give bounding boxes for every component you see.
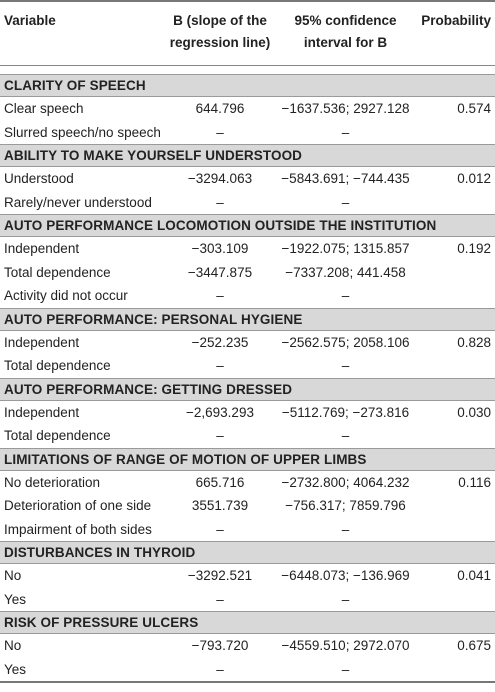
cell-slope: –	[216, 288, 224, 303]
table-row	[0, 191, 495, 215]
table-row	[0, 401, 495, 425]
table-row	[0, 354, 495, 378]
table-row	[0, 634, 495, 658]
cell-probability	[411, 424, 495, 448]
table-section	[0, 378, 495, 448]
table-header	[0, 2, 495, 66]
table-row	[0, 97, 495, 121]
cell-variable: Rarely/never understood	[4, 194, 152, 210]
cell-variable: Understood	[4, 171, 74, 186]
cell-probability	[411, 354, 495, 378]
table-row	[0, 121, 495, 145]
table-row	[0, 494, 495, 518]
cell-ci: –	[341, 591, 350, 607]
cell-probability: 0.675	[457, 638, 491, 653]
cell-variable: No deterioration	[4, 474, 101, 490]
cell-slope: −303.109	[191, 241, 249, 256]
cell-probability: 0.192	[457, 241, 491, 256]
section-title: DISTURBANCES IN THYROID	[0, 542, 495, 564]
cell-probability	[411, 588, 495, 612]
cell-ci: −5843.691; −744.435	[281, 171, 410, 186]
cell-slope: 3551.739	[191, 498, 249, 513]
cell-slope: –	[216, 194, 224, 210]
table-section	[0, 541, 495, 611]
cell-slope: −252.235	[191, 334, 249, 350]
cell-variable: Activity did not occur	[4, 288, 128, 303]
cell-ci: −5112.769; −273.816	[281, 404, 410, 420]
cell-ci: –	[341, 521, 350, 537]
table-row	[0, 424, 495, 448]
cell-probability	[411, 191, 495, 215]
cell-ci: −2562.575; 2058.106	[281, 334, 410, 350]
table-section	[0, 308, 495, 378]
cell-probability: 0.041	[457, 568, 491, 583]
section-title: AUTO PERFORMANCE: PERSONAL HYGIENE	[0, 309, 495, 331]
header-variable: Variable	[4, 13, 56, 28]
table-row	[0, 167, 495, 191]
cell-variable: Yes	[4, 661, 27, 677]
cell-probability: 0.828	[457, 334, 491, 350]
table-body	[0, 74, 495, 681]
cell-slope: 665.716	[195, 474, 245, 490]
cell-ci: −2732.800; 4064.232	[281, 474, 410, 490]
table-row	[0, 261, 495, 285]
cell-ci: −1922.075; 1315.857	[281, 241, 410, 256]
table-section	[0, 611, 495, 681]
table-row	[0, 284, 495, 308]
header-slope	[160, 2, 280, 65]
section-title: AUTO PERFORMANCE LOCOMOTION OUTSIDE THE INSTITUTION	[0, 215, 495, 237]
cell-ci: –	[341, 358, 350, 373]
cell-variable: Total dependence	[4, 358, 111, 373]
section-title: ABILITY TO MAKE YOURSELF UNDERSTOOD	[0, 145, 495, 167]
table-row	[0, 518, 495, 542]
cell-probability: 0.012	[457, 171, 491, 186]
cell-ci: −1637.536; 2927.128	[281, 101, 410, 116]
cell-probability	[411, 494, 495, 518]
cell-probability: 0.030	[457, 404, 491, 420]
cell-slope: –	[216, 521, 224, 537]
header-slope-line2: regression line)	[169, 35, 271, 50]
cell-ci: –	[341, 661, 350, 677]
cell-ci: –	[341, 124, 350, 140]
cell-probability: 0.574	[457, 101, 491, 116]
cell-variable: No	[4, 638, 22, 653]
cell-variable: Slurred speech/no speech	[4, 124, 161, 140]
cell-variable: Independent	[4, 241, 80, 256]
cell-ci: −7337.208; 441.458	[285, 264, 406, 280]
table-row	[0, 658, 495, 682]
cell-slope: −3294.063	[187, 171, 253, 186]
cell-probability	[411, 658, 495, 682]
section-title: LIMITATIONS OF RANGE OF MOTION OF UPPER LIMBS	[0, 449, 495, 471]
cell-ci: −6448.073; −136.969	[281, 568, 410, 583]
cell-variable: Yes	[4, 591, 27, 607]
cell-probability	[411, 261, 495, 285]
table-row	[0, 237, 495, 261]
cell-slope: –	[216, 591, 224, 607]
cell-probability: 0.116	[458, 474, 491, 490]
cell-slope: 644.796	[195, 101, 245, 116]
header-ci-line1: 95% confidence	[294, 13, 397, 28]
table-row	[0, 471, 495, 495]
section-title: AUTO PERFORMANCE: GETTING DRESSED	[0, 379, 495, 401]
table-section	[0, 214, 495, 308]
cell-slope: −793.720	[191, 638, 249, 653]
cell-probability	[411, 121, 495, 145]
cell-variable: Deterioration of one side	[4, 498, 152, 513]
table-row	[0, 588, 495, 612]
cell-ci: –	[341, 194, 350, 210]
cell-slope: –	[216, 124, 224, 140]
cell-slope: −2,693.293	[186, 404, 254, 420]
table-section	[0, 74, 495, 144]
table-section	[0, 448, 495, 542]
table-row	[0, 331, 495, 355]
table-section	[0, 144, 495, 214]
cell-variable: No	[4, 568, 22, 583]
header-ci	[280, 2, 411, 65]
cell-slope: –	[216, 661, 224, 677]
section-title: RISK OF PRESSURE ULCERS	[0, 612, 495, 634]
cell-slope: −3292.521	[187, 568, 253, 583]
cell-probability	[411, 284, 495, 308]
cell-ci: –	[341, 288, 350, 303]
table-row	[0, 564, 495, 588]
cell-slope: –	[216, 428, 224, 443]
cell-ci: –	[341, 428, 350, 443]
cell-variable: Total dependence	[4, 428, 111, 443]
header-slope-line1: B (slope of the	[173, 13, 267, 28]
cell-slope: −3447.875	[187, 264, 253, 280]
cell-ci: −4559.510; 2972.070	[281, 638, 410, 653]
section-title: CLARITY OF SPEECH	[0, 75, 495, 97]
cell-variable: Total dependence	[4, 264, 111, 280]
cell-probability	[411, 518, 495, 542]
cell-variable: Clear speech	[4, 101, 84, 116]
header-probability: Probability	[421, 13, 491, 28]
cell-variable: Independent	[4, 404, 80, 420]
cell-variable: Impairment of both sides	[4, 521, 152, 537]
header-ci-line2: interval for B	[303, 35, 388, 50]
cell-variable: Independent	[4, 334, 80, 350]
cell-slope: –	[216, 358, 224, 373]
cell-ci: −756.317; 7859.796	[285, 498, 406, 513]
